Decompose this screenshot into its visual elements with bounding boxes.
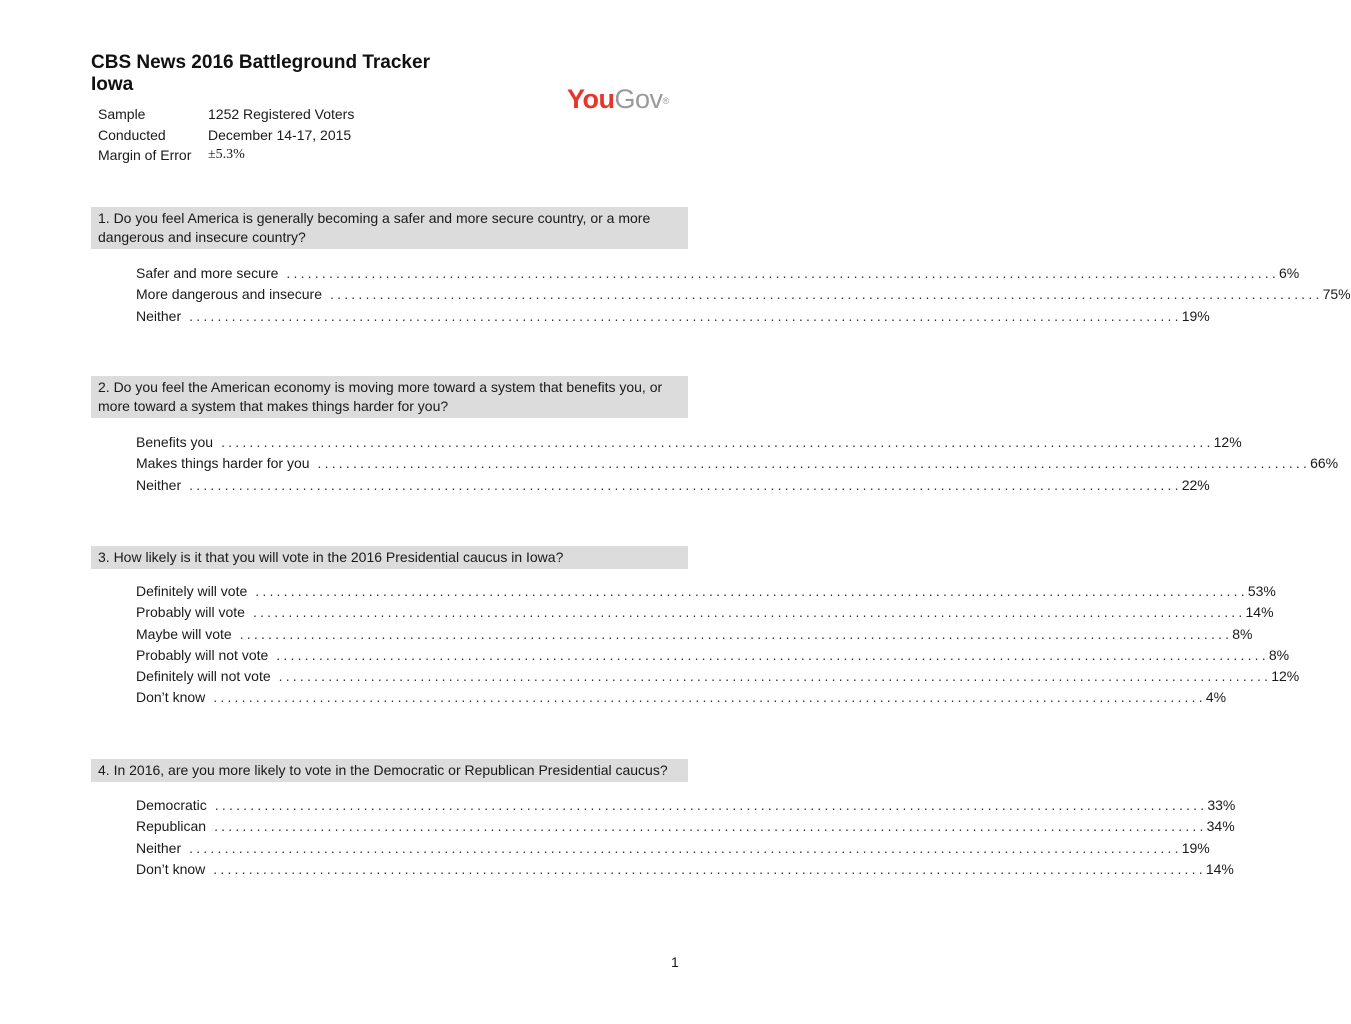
answer-label: Benefits you (136, 434, 214, 450)
meta-value: ±5.3% (208, 147, 245, 162)
answer-label: More dangerous and insecure (136, 286, 323, 303)
answer-label: Democratic (136, 797, 207, 813)
answer-label: Definitely will not vote (136, 668, 271, 685)
answer-value: 8% (1268, 646, 1290, 663)
answer-row (136, 263, 1300, 284)
leader-dots: ............................................................................................................................................ (252, 604, 1246, 621)
answer-row (136, 687, 1227, 708)
answer-value: 12% (1271, 668, 1300, 685)
leader-dots: ............................................................................................................................................ (214, 797, 1208, 813)
question-3: 3. How likely is it that you will vote in the 2016 Presidential caucus in Iowa? (91, 546, 688, 569)
leader-dots: ............................................................................................................................................ (189, 307, 1182, 324)
answer-row (136, 816, 1235, 837)
answer-label: Maybe will vote (136, 625, 232, 642)
leader-dots: ............................................................................................................................................ (276, 646, 1269, 663)
answer-row (136, 859, 1234, 880)
answer-row (136, 624, 1253, 645)
answer-row (136, 602, 1274, 623)
title-line-1: CBS News 2016 Battleground Tracker (91, 52, 430, 73)
answers-4 (136, 795, 1236, 880)
leader-dots: ............................................................................................................................................ (189, 476, 1182, 493)
meta-key: Sample (98, 106, 146, 122)
meta-key: Margin of Error (98, 147, 192, 163)
answer-row (136, 795, 1236, 816)
leader-dots: ............................................................................................................................................ (255, 583, 1248, 599)
leader-dots: ............................................................................................................................................ (286, 265, 1279, 281)
answer-label: Probably will vote (136, 604, 245, 621)
answer-value: 66% (1310, 455, 1339, 472)
meta-value: 1252 Registered Voters (208, 106, 355, 122)
answer-value: 53% (1247, 583, 1276, 599)
answer-value: 14% (1205, 860, 1234, 877)
question-1: 1. Do you feel America is generally becoming a safer and more secure country, or a more dangerous and insecure country? (91, 207, 688, 249)
answer-value: 4% (1205, 689, 1227, 706)
answer-row (136, 666, 1300, 687)
leader-dots: ............................................................................................................................................ (330, 286, 1323, 303)
answer-label: Makes things harder for you (136, 455, 310, 472)
leader-dots: ............................................................................................................................................ (317, 455, 1311, 472)
answer-label: Neither (136, 476, 182, 493)
answer-value: 34% (1206, 818, 1235, 835)
question-4: 4. In 2016, are you more likely to vote in the Democratic or Republican Presidential caucus? (91, 759, 688, 782)
meta-value: December 14-17, 2015 (208, 126, 352, 143)
answer-value: 19% (1181, 307, 1210, 324)
answers-2 (136, 432, 1339, 496)
meta-row-conducted (98, 125, 354, 146)
answer-value: 19% (1181, 839, 1210, 856)
answer-value: 22% (1181, 476, 1210, 493)
answer-row (136, 475, 1210, 496)
answer-value: 12% (1213, 434, 1242, 450)
answers-1 (136, 263, 1351, 327)
yougov-logo: YouGov® (567, 84, 669, 114)
meta-row-margin-of-error (98, 145, 354, 166)
meta-key: Conducted (98, 126, 166, 143)
answer-value: 8% (1232, 625, 1253, 642)
answer-row (136, 432, 1242, 453)
answer-row (136, 284, 1351, 305)
leader-dots: ............................................................................................................................................ (239, 625, 1233, 642)
leader-dots: ............................................................................................................................................ (278, 668, 1272, 685)
answer-label: Neither (136, 307, 182, 324)
answer-row (136, 306, 1210, 327)
answer-value: 6% (1278, 265, 1300, 281)
answer-row (136, 453, 1339, 474)
page-number: 1 (671, 954, 679, 970)
answer-row (136, 838, 1210, 859)
survey-meta (98, 104, 354, 166)
page-title (91, 52, 430, 96)
answer-label: Republican (136, 818, 207, 835)
title-line-2: Iowa (91, 74, 134, 95)
answer-value: 14% (1245, 604, 1274, 621)
leader-dots: ............................................................................................................................................ (221, 434, 1214, 450)
answer-label: Probably will not vote (136, 646, 269, 663)
leader-dots: ............................................................................................................................................ (189, 839, 1182, 856)
meta-row-sample (98, 104, 354, 125)
answers-3 (136, 581, 1300, 709)
answer-label: Neither (136, 839, 182, 856)
answer-row (136, 645, 1290, 666)
answer-row (136, 581, 1276, 602)
answer-label: Definitely will vote (136, 583, 248, 599)
answer-label: Don’t know (136, 689, 206, 706)
answer-value: 33% (1207, 797, 1236, 813)
answer-label: Don’t know (136, 860, 206, 877)
leader-dots: ............................................................................................................................................ (213, 689, 1206, 706)
leader-dots: ............................................................................................................................................ (213, 860, 1206, 877)
answer-label: Safer and more secure (136, 265, 279, 281)
question-2: 2. Do you feel the American economy is moving more toward a system that benefits you, or more toward a system that makes things harder for you? (91, 376, 688, 418)
leader-dots: ............................................................................................................................................ (214, 818, 1207, 835)
answer-value: 75% (1322, 286, 1351, 303)
